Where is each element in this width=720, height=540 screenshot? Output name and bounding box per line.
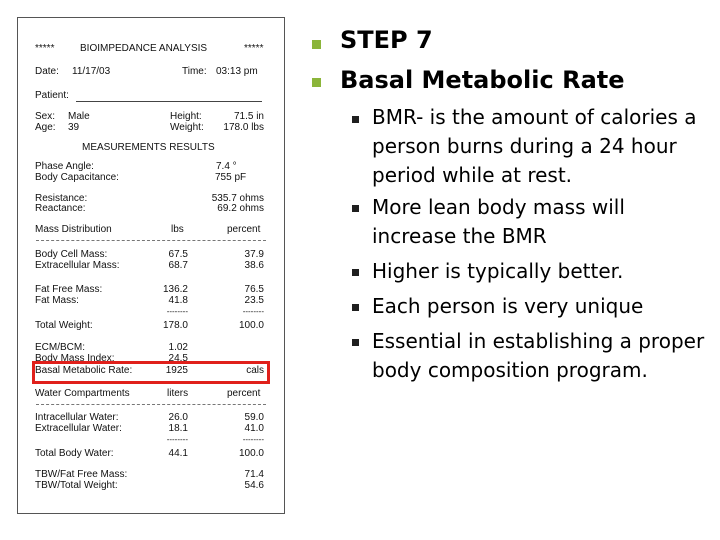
total-weight-label: Total Weight: (35, 320, 93, 331)
fat-mass-label: Fat Mass: (35, 295, 79, 306)
water-compartments-label: Water Compartments (35, 388, 130, 399)
square-bullet-icon (352, 339, 359, 346)
bioimpedance-report (17, 17, 285, 514)
report-title: BIOIMPEDANCE ANALYSIS (80, 43, 208, 54)
patient-label: Patient: (35, 90, 69, 101)
extracellular-water-label: Extracellular Water: (35, 423, 122, 434)
body-cell-mass-lbs: 67.5 (168, 249, 188, 260)
total-body-water-liters: 44.1 (168, 448, 188, 459)
weight-label: Weight: (170, 122, 204, 133)
time-value: 03:13 pm (216, 66, 258, 77)
square-bullet-icon (352, 304, 359, 311)
extracellular-mass-percent: 38.6 (244, 260, 264, 271)
tbw-fat-free-mass-label: TBW/Fat Free Mass: (35, 469, 128, 480)
height-label: Height: (170, 111, 202, 122)
measurements-title: MEASUREMENTS RESULTS (82, 142, 215, 153)
separator (36, 240, 266, 241)
water-separator (36, 404, 266, 405)
header-stars-right: ***** (244, 43, 264, 54)
patient-line (76, 101, 262, 102)
lbs-column-header: lbs (171, 224, 184, 235)
bullet-higher-better: Higher is typically better. (372, 259, 624, 283)
intracellular-water-liters: 26.0 (168, 412, 188, 423)
phase-angle-label: Phase Angle: (35, 161, 94, 172)
sex-value: Male (68, 111, 90, 122)
fat-free-mass-lbs: 136.2 (162, 284, 188, 295)
fat-mass-lbs: 41.8 (168, 295, 188, 306)
mass-distribution-label: Mass Distribution (35, 224, 112, 235)
date-value: 11/17/03 (72, 66, 111, 77)
intracellular-water-label: Intracellular Water: (35, 412, 119, 423)
bmr-value: 1925 (165, 365, 188, 376)
resistance-value: 535.7 ohms (211, 193, 264, 204)
water-percent-column-header: percent (227, 388, 261, 399)
step-heading: STEP 7 (340, 26, 433, 54)
total-body-water-percent: 100.0 (238, 448, 264, 459)
date-label: Date: (35, 66, 59, 77)
reactance-label: Reactance: (35, 203, 86, 214)
square-bullet-icon (352, 205, 359, 212)
extracellular-mass-label: Extracellular Mass: (35, 260, 120, 271)
intracellular-water-percent: 59.0 (244, 412, 264, 423)
ecm-bcm-label: ECM/BCM: (35, 342, 85, 353)
body-cell-mass-percent: 37.9 (244, 249, 264, 260)
body-mass-index-label: Body Mass Index: (35, 353, 115, 364)
fat-free-mass-label: Fat Free Mass: (35, 284, 103, 295)
square-bullet-icon (352, 116, 359, 123)
ecm-bcm-value: 1.02 (168, 342, 188, 353)
extracellular-water-percent: 41.0 (244, 423, 264, 434)
total-weight-lbs: 178.0 (162, 320, 188, 331)
topic-heading: Basal Metabolic Rate (340, 66, 625, 94)
green-bullet-icon (312, 40, 321, 49)
bullet-lean-mass: More lean body mass will increase the BMR (372, 195, 625, 248)
resistance-label: Resistance: (35, 193, 88, 204)
percent-separator: -------- (242, 307, 264, 316)
fat-free-mass-percent: 76.5 (244, 284, 264, 295)
extracellular-water-liters: 18.1 (168, 423, 188, 434)
bullet-unique: Each person is very unique (372, 294, 644, 318)
percent-column-header: percent (227, 224, 261, 235)
total-body-water-label: Total Body Water: (35, 448, 114, 459)
water-percent-separator: -------- (242, 435, 264, 444)
liters-separator: -------- (166, 435, 188, 444)
tbw-fat-free-mass-value: 71.4 (244, 469, 264, 480)
tbw-total-weight-label: TBW/Total Weight: (35, 480, 118, 491)
sex-label: Sex: (35, 111, 56, 122)
liters-column-header: liters (167, 388, 189, 399)
tbw-total-weight-value: 54.6 (244, 480, 264, 491)
fat-mass-percent: 23.5 (244, 295, 264, 306)
body-cell-mass-label: Body Cell Mass: (35, 249, 108, 260)
header-stars-left: ***** (35, 43, 55, 54)
age-label: Age: (35, 122, 56, 133)
bullet-essential: Essential in establishing a proper body composition program. (372, 329, 705, 382)
body-capacitance-value: 755 pF (215, 172, 247, 183)
square-bullet-icon (352, 269, 359, 276)
extracellular-mass-lbs: 68.7 (168, 260, 188, 271)
phase-angle-value: 7.4 ° (216, 161, 237, 172)
green-bullet-icon (312, 78, 321, 87)
body-capacitance-label: Body Capacitance: (35, 172, 119, 183)
time-label: Time: (182, 66, 207, 77)
lbs-separator: -------- (166, 307, 188, 316)
height-value: 71.5 in (233, 111, 264, 122)
body-mass-index-value: 24.5 (168, 353, 188, 364)
bmr-unit: cals (246, 365, 264, 376)
bullet-bmr-definition: BMR- is the amount of calories a person burns during a 24 hour period while at rest. (372, 105, 697, 187)
total-weight-percent: 100.0 (238, 320, 264, 331)
weight-value: 178.0 lbs (223, 122, 264, 133)
reactance-value: 69.2 ohms (217, 203, 264, 214)
age-value: 39 (68, 122, 80, 133)
bmr-label: Basal Metabolic Rate: (35, 365, 133, 376)
